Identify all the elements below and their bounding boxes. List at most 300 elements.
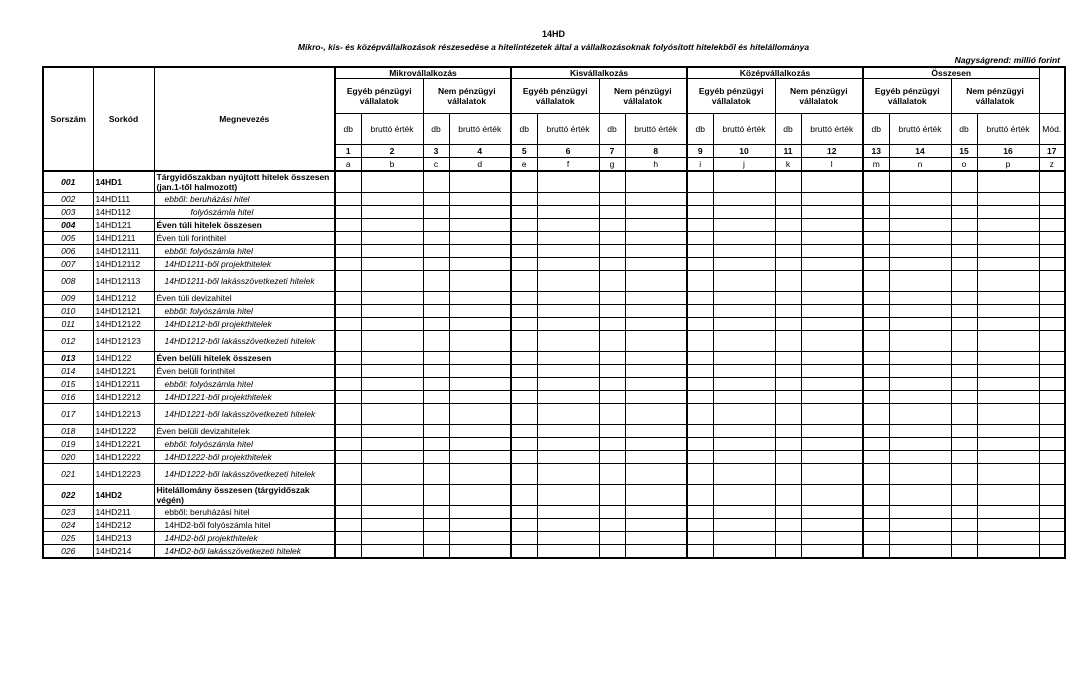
data-cell[interactable] (537, 292, 599, 305)
data-cell[interactable] (951, 331, 977, 352)
data-cell[interactable] (625, 519, 687, 532)
data-cell[interactable] (951, 292, 977, 305)
data-cell[interactable] (863, 352, 889, 365)
data-cell[interactable] (801, 532, 863, 545)
data-cell[interactable] (977, 404, 1039, 425)
data-cell[interactable] (599, 292, 625, 305)
data-cell[interactable] (863, 545, 889, 559)
data-cell[interactable] (361, 206, 423, 219)
data-cell[interactable] (713, 545, 775, 559)
data-cell[interactable] (1039, 378, 1065, 391)
data-cell[interactable] (625, 425, 687, 438)
data-cell[interactable] (687, 378, 713, 391)
data-cell[interactable] (511, 292, 537, 305)
data-cell[interactable] (625, 331, 687, 352)
data-cell[interactable] (801, 219, 863, 232)
data-cell[interactable] (537, 171, 599, 193)
data-cell[interactable] (977, 245, 1039, 258)
data-cell[interactable] (423, 258, 449, 271)
data-cell[interactable] (599, 485, 625, 506)
data-cell[interactable] (511, 245, 537, 258)
data-cell[interactable] (775, 391, 801, 404)
data-cell[interactable] (423, 219, 449, 232)
data-cell[interactable] (951, 365, 977, 378)
data-cell[interactable] (801, 365, 863, 378)
data-cell[interactable] (511, 506, 537, 519)
data-cell[interactable] (1039, 485, 1065, 506)
data-cell[interactable] (863, 305, 889, 318)
data-cell[interactable] (625, 545, 687, 559)
data-cell[interactable] (801, 352, 863, 365)
data-cell[interactable] (775, 331, 801, 352)
data-cell[interactable] (625, 365, 687, 378)
data-cell[interactable] (449, 206, 511, 219)
data-cell[interactable] (511, 171, 537, 193)
data-cell[interactable] (951, 305, 977, 318)
data-cell[interactable] (423, 171, 449, 193)
data-cell[interactable] (625, 193, 687, 206)
data-cell[interactable] (423, 425, 449, 438)
data-cell[interactable] (713, 365, 775, 378)
data-cell[interactable] (423, 378, 449, 391)
data-cell[interactable] (775, 305, 801, 318)
data-cell[interactable] (951, 485, 977, 506)
data-cell[interactable] (361, 438, 423, 451)
data-cell[interactable] (335, 352, 361, 365)
data-cell[interactable] (687, 464, 713, 485)
data-cell[interactable] (1039, 519, 1065, 532)
data-cell[interactable] (511, 193, 537, 206)
data-cell[interactable] (449, 545, 511, 559)
data-cell[interactable] (1039, 331, 1065, 352)
data-cell[interactable] (889, 331, 951, 352)
data-cell[interactable] (775, 271, 801, 292)
data-cell[interactable] (713, 219, 775, 232)
data-cell[interactable] (449, 378, 511, 391)
data-cell[interactable] (775, 232, 801, 245)
data-cell[interactable] (511, 485, 537, 506)
data-cell[interactable] (361, 193, 423, 206)
data-cell[interactable] (801, 305, 863, 318)
data-cell[interactable] (775, 219, 801, 232)
data-cell[interactable] (423, 464, 449, 485)
data-cell[interactable] (335, 391, 361, 404)
data-cell[interactable] (599, 404, 625, 425)
data-cell[interactable] (889, 485, 951, 506)
data-cell[interactable] (889, 425, 951, 438)
data-cell[interactable] (335, 485, 361, 506)
data-cell[interactable] (889, 292, 951, 305)
data-cell[interactable] (863, 318, 889, 331)
data-cell[interactable] (863, 378, 889, 391)
data-cell[interactable] (511, 391, 537, 404)
data-cell[interactable] (335, 506, 361, 519)
data-cell[interactable] (423, 485, 449, 506)
data-cell[interactable] (951, 545, 977, 559)
data-cell[interactable] (449, 365, 511, 378)
data-cell[interactable] (599, 258, 625, 271)
data-cell[interactable] (537, 425, 599, 438)
data-cell[interactable] (511, 271, 537, 292)
data-cell[interactable] (863, 271, 889, 292)
data-cell[interactable] (625, 232, 687, 245)
data-cell[interactable] (713, 206, 775, 219)
data-cell[interactable] (537, 519, 599, 532)
data-cell[interactable] (599, 365, 625, 378)
data-cell[interactable] (537, 206, 599, 219)
data-cell[interactable] (599, 331, 625, 352)
data-cell[interactable] (537, 271, 599, 292)
data-cell[interactable] (335, 545, 361, 559)
data-cell[interactable] (1039, 404, 1065, 425)
data-cell[interactable] (423, 365, 449, 378)
data-cell[interactable] (511, 404, 537, 425)
data-cell[interactable] (801, 425, 863, 438)
data-cell[interactable] (335, 171, 361, 193)
data-cell[interactable] (361, 258, 423, 271)
data-cell[interactable] (361, 545, 423, 559)
data-cell[interactable] (951, 352, 977, 365)
data-cell[interactable] (889, 171, 951, 193)
data-cell[interactable] (423, 206, 449, 219)
data-cell[interactable] (713, 171, 775, 193)
data-cell[interactable] (977, 305, 1039, 318)
data-cell[interactable] (423, 532, 449, 545)
data-cell[interactable] (775, 438, 801, 451)
data-cell[interactable] (1039, 193, 1065, 206)
data-cell[interactable] (687, 292, 713, 305)
data-cell[interactable] (687, 365, 713, 378)
data-cell[interactable] (889, 404, 951, 425)
data-cell[interactable] (361, 318, 423, 331)
data-cell[interactable] (1039, 365, 1065, 378)
data-cell[interactable] (801, 258, 863, 271)
data-cell[interactable] (977, 438, 1039, 451)
data-cell[interactable] (511, 532, 537, 545)
data-cell[interactable] (625, 206, 687, 219)
data-cell[interactable] (951, 258, 977, 271)
data-cell[interactable] (423, 506, 449, 519)
data-cell[interactable] (889, 451, 951, 464)
data-cell[interactable] (951, 451, 977, 464)
data-cell[interactable] (801, 519, 863, 532)
data-cell[interactable] (1039, 219, 1065, 232)
data-cell[interactable] (625, 391, 687, 404)
data-cell[interactable] (599, 451, 625, 464)
data-cell[interactable] (951, 391, 977, 404)
data-cell[interactable] (449, 404, 511, 425)
data-cell[interactable] (687, 404, 713, 425)
data-cell[interactable] (863, 391, 889, 404)
data-cell[interactable] (449, 232, 511, 245)
data-cell[interactable] (863, 425, 889, 438)
data-cell[interactable] (361, 519, 423, 532)
data-cell[interactable] (335, 365, 361, 378)
data-cell[interactable] (511, 451, 537, 464)
data-cell[interactable] (1039, 258, 1065, 271)
data-cell[interactable] (625, 305, 687, 318)
data-cell[interactable] (511, 352, 537, 365)
data-cell[interactable] (687, 219, 713, 232)
data-cell[interactable] (801, 232, 863, 245)
data-cell[interactable] (951, 219, 977, 232)
data-cell[interactable] (599, 271, 625, 292)
data-cell[interactable] (537, 193, 599, 206)
data-cell[interactable] (361, 506, 423, 519)
data-cell[interactable] (775, 206, 801, 219)
data-cell[interactable] (863, 464, 889, 485)
data-cell[interactable] (537, 545, 599, 559)
data-cell[interactable] (449, 305, 511, 318)
data-cell[interactable] (599, 219, 625, 232)
data-cell[interactable] (361, 404, 423, 425)
data-cell[interactable] (449, 352, 511, 365)
data-cell[interactable] (599, 318, 625, 331)
data-cell[interactable] (977, 352, 1039, 365)
data-cell[interactable] (449, 519, 511, 532)
data-cell[interactable] (361, 245, 423, 258)
data-cell[interactable] (599, 545, 625, 559)
data-cell[interactable] (625, 532, 687, 545)
data-cell[interactable] (449, 245, 511, 258)
data-cell[interactable] (889, 545, 951, 559)
data-cell[interactable] (599, 378, 625, 391)
data-cell[interactable] (687, 305, 713, 318)
data-cell[interactable] (537, 378, 599, 391)
data-cell[interactable] (625, 506, 687, 519)
data-cell[interactable] (977, 532, 1039, 545)
data-cell[interactable] (423, 232, 449, 245)
data-cell[interactable] (889, 365, 951, 378)
data-cell[interactable] (625, 292, 687, 305)
data-cell[interactable] (863, 451, 889, 464)
data-cell[interactable] (625, 451, 687, 464)
data-cell[interactable] (977, 271, 1039, 292)
data-cell[interactable] (863, 532, 889, 545)
data-cell[interactable] (361, 305, 423, 318)
data-cell[interactable] (449, 292, 511, 305)
data-cell[interactable] (1039, 305, 1065, 318)
data-cell[interactable] (335, 378, 361, 391)
data-cell[interactable] (423, 318, 449, 331)
data-cell[interactable] (863, 232, 889, 245)
data-cell[interactable] (977, 232, 1039, 245)
data-cell[interactable] (599, 193, 625, 206)
data-cell[interactable] (951, 425, 977, 438)
data-cell[interactable] (801, 378, 863, 391)
data-cell[interactable] (361, 365, 423, 378)
data-cell[interactable] (801, 171, 863, 193)
data-cell[interactable] (1039, 206, 1065, 219)
data-cell[interactable] (687, 425, 713, 438)
data-cell[interactable] (801, 331, 863, 352)
data-cell[interactable] (713, 352, 775, 365)
data-cell[interactable] (687, 391, 713, 404)
data-cell[interactable] (889, 193, 951, 206)
data-cell[interactable] (951, 318, 977, 331)
data-cell[interactable] (511, 365, 537, 378)
data-cell[interactable] (863, 292, 889, 305)
data-cell[interactable] (687, 451, 713, 464)
data-cell[interactable] (599, 352, 625, 365)
data-cell[interactable] (1039, 532, 1065, 545)
data-cell[interactable] (1039, 232, 1065, 245)
data-cell[interactable] (951, 245, 977, 258)
data-cell[interactable] (335, 292, 361, 305)
data-cell[interactable] (977, 464, 1039, 485)
data-cell[interactable] (977, 318, 1039, 331)
data-cell[interactable] (951, 519, 977, 532)
data-cell[interactable] (775, 365, 801, 378)
data-cell[interactable] (1039, 292, 1065, 305)
data-cell[interactable] (335, 451, 361, 464)
data-cell[interactable] (1039, 352, 1065, 365)
data-cell[interactable] (1039, 425, 1065, 438)
data-cell[interactable] (713, 271, 775, 292)
data-cell[interactable] (863, 438, 889, 451)
data-cell[interactable] (423, 352, 449, 365)
data-cell[interactable] (775, 352, 801, 365)
data-cell[interactable] (335, 331, 361, 352)
data-cell[interactable] (423, 193, 449, 206)
data-cell[interactable] (361, 485, 423, 506)
data-cell[interactable] (1039, 171, 1065, 193)
data-cell[interactable] (335, 258, 361, 271)
data-cell[interactable] (599, 425, 625, 438)
data-cell[interactable] (449, 171, 511, 193)
data-cell[interactable] (713, 245, 775, 258)
data-cell[interactable] (889, 245, 951, 258)
data-cell[interactable] (625, 404, 687, 425)
data-cell[interactable] (449, 318, 511, 331)
data-cell[interactable] (511, 318, 537, 331)
data-cell[interactable] (889, 378, 951, 391)
data-cell[interactable] (801, 506, 863, 519)
data-cell[interactable] (775, 378, 801, 391)
data-cell[interactable] (951, 171, 977, 193)
data-cell[interactable] (977, 365, 1039, 378)
data-cell[interactable] (713, 451, 775, 464)
data-cell[interactable] (977, 292, 1039, 305)
data-cell[interactable] (801, 271, 863, 292)
data-cell[interactable] (449, 451, 511, 464)
data-cell[interactable] (537, 232, 599, 245)
data-cell[interactable] (511, 378, 537, 391)
data-cell[interactable] (361, 171, 423, 193)
data-cell[interactable] (889, 305, 951, 318)
data-cell[interactable] (775, 532, 801, 545)
data-cell[interactable] (537, 438, 599, 451)
data-cell[interactable] (977, 193, 1039, 206)
data-cell[interactable] (335, 193, 361, 206)
data-cell[interactable] (889, 438, 951, 451)
data-cell[interactable] (889, 464, 951, 485)
data-cell[interactable] (889, 206, 951, 219)
data-cell[interactable] (423, 391, 449, 404)
data-cell[interactable] (889, 532, 951, 545)
data-cell[interactable] (537, 365, 599, 378)
data-cell[interactable] (713, 318, 775, 331)
data-cell[interactable] (537, 245, 599, 258)
data-cell[interactable] (537, 404, 599, 425)
data-cell[interactable] (863, 245, 889, 258)
data-cell[interactable] (625, 485, 687, 506)
data-cell[interactable] (977, 258, 1039, 271)
data-cell[interactable] (713, 193, 775, 206)
data-cell[interactable] (889, 271, 951, 292)
data-cell[interactable] (687, 271, 713, 292)
data-cell[interactable] (335, 206, 361, 219)
data-cell[interactable] (1039, 506, 1065, 519)
data-cell[interactable] (599, 519, 625, 532)
data-cell[interactable] (335, 425, 361, 438)
data-cell[interactable] (423, 519, 449, 532)
data-cell[interactable] (599, 506, 625, 519)
data-cell[interactable] (361, 331, 423, 352)
data-cell[interactable] (775, 506, 801, 519)
data-cell[interactable] (335, 404, 361, 425)
data-cell[interactable] (713, 391, 775, 404)
data-cell[interactable] (951, 438, 977, 451)
data-cell[interactable] (863, 193, 889, 206)
data-cell[interactable] (889, 219, 951, 232)
data-cell[interactable] (951, 206, 977, 219)
data-cell[interactable] (361, 232, 423, 245)
data-cell[interactable] (449, 271, 511, 292)
data-cell[interactable] (1039, 438, 1065, 451)
data-cell[interactable] (687, 352, 713, 365)
data-cell[interactable] (951, 464, 977, 485)
data-cell[interactable] (889, 232, 951, 245)
data-cell[interactable] (951, 404, 977, 425)
data-cell[interactable] (889, 519, 951, 532)
data-cell[interactable] (335, 318, 361, 331)
data-cell[interactable] (889, 506, 951, 519)
data-cell[interactable] (1039, 271, 1065, 292)
data-cell[interactable] (361, 391, 423, 404)
data-cell[interactable] (977, 451, 1039, 464)
data-cell[interactable] (599, 532, 625, 545)
data-cell[interactable] (687, 206, 713, 219)
data-cell[interactable] (423, 451, 449, 464)
data-cell[interactable] (863, 506, 889, 519)
data-cell[interactable] (889, 352, 951, 365)
data-cell[interactable] (625, 245, 687, 258)
data-cell[interactable] (951, 532, 977, 545)
data-cell[interactable] (863, 219, 889, 232)
data-cell[interactable] (537, 219, 599, 232)
data-cell[interactable] (1039, 391, 1065, 404)
data-cell[interactable] (801, 206, 863, 219)
data-cell[interactable] (713, 292, 775, 305)
data-cell[interactable] (599, 245, 625, 258)
data-cell[interactable] (511, 519, 537, 532)
data-cell[interactable] (863, 519, 889, 532)
data-cell[interactable] (511, 425, 537, 438)
data-cell[interactable] (863, 485, 889, 506)
data-cell[interactable] (511, 219, 537, 232)
data-cell[interactable] (537, 485, 599, 506)
data-cell[interactable] (423, 404, 449, 425)
data-cell[interactable] (335, 464, 361, 485)
data-cell[interactable] (951, 506, 977, 519)
data-cell[interactable] (537, 318, 599, 331)
data-cell[interactable] (801, 391, 863, 404)
data-cell[interactable] (625, 271, 687, 292)
data-cell[interactable] (775, 519, 801, 532)
data-cell[interactable] (775, 485, 801, 506)
data-cell[interactable] (687, 438, 713, 451)
